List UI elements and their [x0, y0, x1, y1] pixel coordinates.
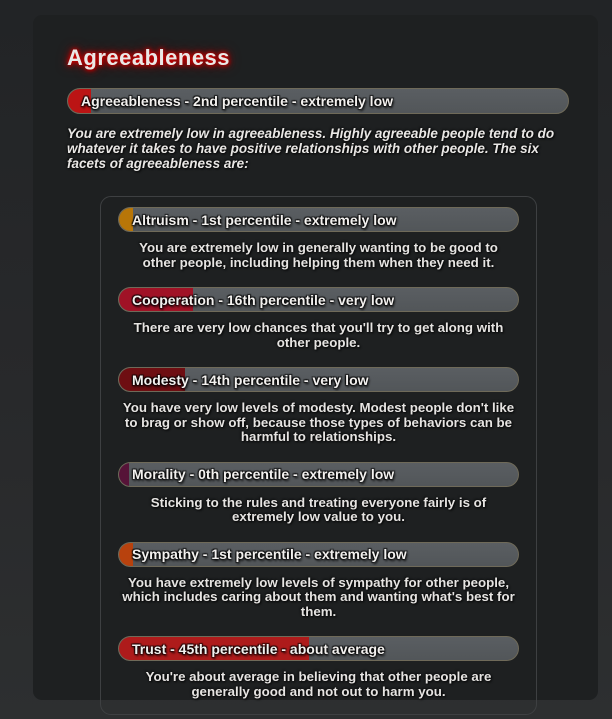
- facet-bar-label: Trust - 45th percentile - about average: [132, 640, 385, 657]
- facet-bar-label: Sympathy - 1st percentile - extremely low: [132, 546, 407, 562]
- facet-description: Sticking to the rules and treating everyone fairly is of extremely low value to you.: [150, 494, 487, 524]
- trait-description: You are extremely low in agreeableness. Highly agreeable people tend to do whatever it takes to have positive relationships with other people. The six facets of agreeableness are:: [67, 126, 555, 171]
- trait-score-bar-label: Agreeableness - 2nd percentile - extremely low: [81, 93, 394, 109]
- facet-bar-trust: [118, 636, 519, 661]
- facet-description: You have very low levels of modesty. Modest people don't like to brag or show off, because those types of behaviors can be harmful to relationships.: [122, 400, 515, 444]
- facet-description: You have extremely low levels of sympathy for other people, which includes caring about them and wanting what's best for them.: [122, 574, 515, 619]
- page-title: Agreeableness: [67, 45, 231, 70]
- trait-score-bar: [67, 88, 569, 114]
- facet-bar-label: Morality - 0th percentile - extremely low: [132, 466, 395, 482]
- facet-bar-label: Cooperation - 16th percentile - very low: [132, 291, 395, 308]
- facet-bar-altruism: [118, 207, 519, 232]
- trait-panel: [33, 15, 598, 700]
- facet-bar-morality: [118, 462, 519, 487]
- facet-bar-modesty: [118, 367, 519, 392]
- facet-bar-sympathy: [118, 542, 519, 567]
- facet-description: There are very low chances that you'll try to get along with other people.: [133, 320, 504, 350]
- facet-description: You are extremely low in generally wanting to be good to other people, including helping them when they need it.: [139, 240, 498, 270]
- facet-bar-cooperation: [118, 287, 519, 312]
- facet-description: You're about average in believing that other people are generally good and not out to harm you.: [145, 669, 492, 699]
- facet-list: [100, 196, 537, 715]
- facet-bar-label: Altruism - 1st percentile - extremely low: [132, 211, 397, 228]
- facet-bar-label: Modesty - 14th percentile - very low: [132, 371, 369, 388]
